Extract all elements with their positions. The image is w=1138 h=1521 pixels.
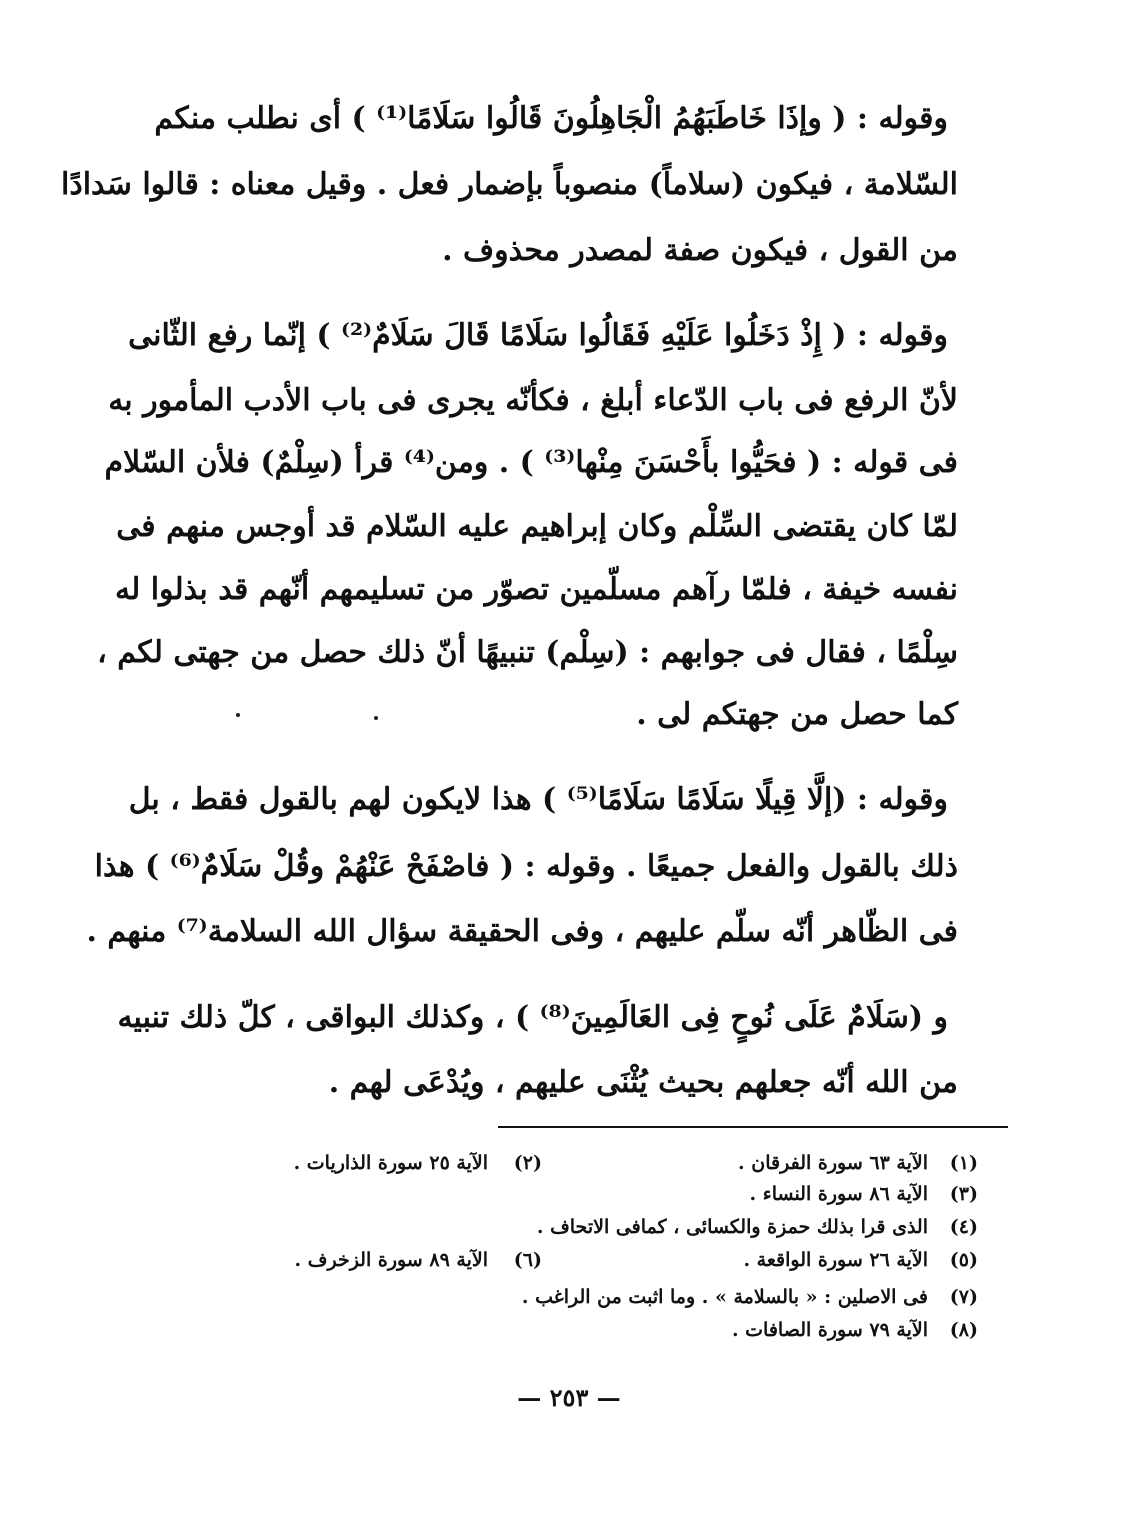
body-line: وقوله : (إلَّا قِيلًا سَلَامًا سَلَامًا⁽⁵⁾ ) هذا لايكون لهم بالقول فقط ، بل bbox=[128, 782, 948, 817]
footnote-number: (٣) bbox=[949, 1183, 978, 1205]
body-line: وقوله : ( وإذَا خَاطَبَهُمُ الْجَاهِلُونَ قَالُوا سَلَامًا⁽¹⁾ ) أى نطلب منكم bbox=[154, 101, 948, 136]
footnote-number: (٦) bbox=[513, 1249, 542, 1271]
body-line: نفسه خيفة ، فلمّا رآهم مسلّمين تصوّر من تسليمهم أنّهم قد بذلوا له bbox=[115, 572, 958, 607]
footnote-text: الآية ٧٩ سورة الصافات . bbox=[731, 1319, 928, 1341]
footnote-number: (٢) bbox=[513, 1152, 542, 1174]
footnote-rule bbox=[498, 1126, 1008, 1128]
body-line: كما حصل من جهتكم لى . bbox=[636, 697, 958, 732]
body-line: لأنّ الرفع فى باب الدّعاء أبلغ ، فكأنّه يجرى فى باب الأدب المأمور به bbox=[108, 383, 958, 418]
body-line: من القول ، فيكون صفة لمصدر محذوف . bbox=[442, 233, 958, 268]
footnote-number: (٥) bbox=[949, 1249, 978, 1271]
body-line: فى قوله : ( فحَيُّوا بأَحْسَنَ مِنْها⁽³⁾ ) . ومن⁽⁴⁾ قرأ (سِلْمٌ) فلأن السّلام bbox=[104, 445, 958, 480]
footnote-text: الآية ٢٥ سورة الذاريات . bbox=[293, 1152, 488, 1174]
footnote-number: (٨) bbox=[949, 1319, 978, 1341]
body-line: وقوله : ( إِذْ دَخَلُوا عَلَيْهِ فَقَالُوا سَلَامًا قَالَ سَلَامٌ⁽²⁾ ) إنّما رفع الثّانى bbox=[128, 318, 948, 353]
body-line: لمّا كان يقتضى السِّلْم وكان إبراهيم عليه السّلام قد أوجس منهم فى bbox=[116, 509, 958, 544]
page-number: — ٢٥٣ — bbox=[517, 1383, 621, 1412]
body-line: من الله أنّه جعلهم بحيث يُثْنَى عليهم ، ويُدْعَى لهم . bbox=[328, 1065, 958, 1100]
footnote-number: (١) bbox=[949, 1152, 978, 1174]
footnote-number: (٧) bbox=[949, 1286, 978, 1308]
body-line: السّلامة ، فيكون (سلاماً) منصوباً بإضمار فعل . وقيل معناه : قالوا سَدادًا bbox=[61, 167, 958, 202]
footnote-text: الآية ٦٣ سورة الفرقان . bbox=[738, 1152, 928, 1174]
body-line: سِلْمًا ، فقال فى جوابهم : (سِلْم) تنبيهًا أنّ ذلك حصل من جهتى لكم ، bbox=[97, 635, 958, 670]
footnote-text: فى الاصلين : « بالسلامة » . وما اثبت من الراغب . bbox=[521, 1286, 928, 1308]
footnote-text: الآية ٨٩ سورة الزخرف . bbox=[294, 1249, 488, 1271]
speck bbox=[236, 713, 240, 717]
body-line: و (سَلَامٌ عَلَى نُوحٍ فِى العَالَمِينَ⁽⁸⁾ ) ، وكذلك البواقى ، كلّ ذلك تنبيه bbox=[117, 1000, 948, 1035]
body-line: ذلك بالقول والفعل جميعًا . وقوله : ( فاصْفَحْ عَنْهُمْ وقُلْ سَلَامٌ⁽⁶⁾ ) هذا bbox=[94, 849, 958, 884]
body-line: فى الظّاهر أنّه سلّم عليهم ، وفى الحقيقة سؤال الله السلامة⁽⁷⁾ منهم . bbox=[86, 914, 958, 949]
footnote-text: الذى قرا بذلك حمزة والكسائى ، كمافى الاتحاف . bbox=[536, 1216, 928, 1238]
footnote-number: (٤) bbox=[949, 1216, 978, 1238]
footnote-text: الآية ٨٦ سورة النساء . bbox=[749, 1183, 928, 1205]
footnote-text: الآية ٢٦ سورة الواقعة . bbox=[743, 1249, 928, 1271]
speck bbox=[374, 716, 378, 720]
